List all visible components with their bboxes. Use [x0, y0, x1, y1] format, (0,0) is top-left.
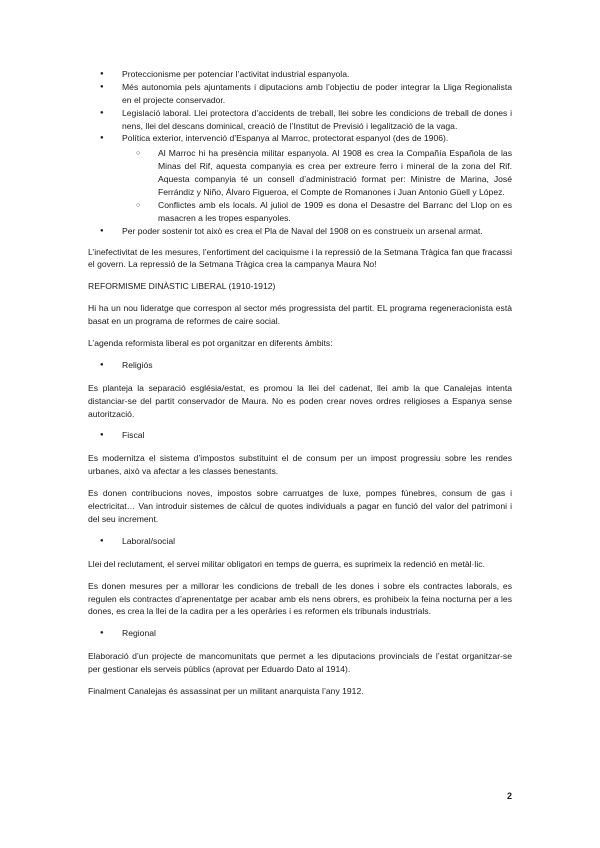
bullet-regional: ● Regional	[88, 627, 512, 640]
paragraph: Es donen contribucions noves, impostos sobre carruatges de luxe, pompes fúnebres, consum de gas i electricitat… Van introduir sistemes de càlcul de quotes individuals a pagar en funció del valor del patrimoni i del seu increment.	[88, 488, 512, 524]
list-item: ● Legislació laboral. Llei protectora d’accidents de treball, llei sobre les condicions de treball de dones i nens, llei del descans dominical, creació de l’Institut de Previsió i legalització de la vaga.	[122, 107, 512, 133]
paragraph: Hi ha un nou lideratge que correspon al sector més progressista del partit. EL programa regeneracionista està basat en un programa de reformes de caire social.	[88, 303, 512, 327]
list-item: ● Política exterior, intervenció d’Espanya al Marroc, protectorat espanyol (des de 1906). ○ Al Marroc hi ha presència militar espanyola. Al 1908 es crea la Compañía Española de las Minas del Rif, aquesta companyia es crea per extreure ferro i mineral de la zona del Rif. Aquesta companyia té un consell d’administració format per: Ministre de Marina, José Ferrándiz y Niño, Álvaro Figueroa, el Compte de Romanones i Juan Antonio Güell y López. ○ Conflictes amb els locals. Al juliol de 1909 es dona el Desastre del Barranc del Llop on es masacren a les tropes espanyoles.	[122, 132, 512, 224]
list-item: ● Més autonomia pels ajuntaments i diputacions amb l’objectiu de poder integrar la Lliga Regionalista en el projecte conservador.	[122, 81, 512, 107]
paragraph: Es planteja la separació església/estat, es promou la llei del cadenat, llei amb la que Canalejas intenta distanciar-se del partit conservador de Maura. No es poden crear noves ordres religioses a Espanya sense autorització.	[88, 382, 512, 419]
bullet-laboral: ● Laboral/social	[88, 535, 512, 548]
bullet-fiscal: ● Fiscal	[88, 429, 512, 442]
list-item: ● Proteccionisme per potenciar l’activitat industrial espanyola.	[122, 68, 512, 81]
list-item: ● Per poder sostenir tot això es crea el Pla de Naval del 1908 on es construeix un arsenal armat.	[122, 225, 512, 238]
section-heading: REFORMISME DINÀSTIC LIBERAL (1910-1912)	[88, 281, 276, 292]
paragraph: Elaboració d’un projecte de mancomunitats que permet a les diputacions provincials de l’estat organitzar-se per gestionar els serveis públics (aprovat per Eduardo Dato al 1914).	[88, 651, 512, 675]
paragraph: Es modernitza el sistema d’impostos substituint el de consum per un impost progressiu sobre les rendes urbanes, això va afectar a les classes benestants.	[88, 453, 512, 477]
paragraph: L’inefectivitat de les mesures, l’enfortiment del caciquisme i la repressió de la Setmana Tràgica fan que fracassi el govern. La repressió de la Setmana Tràgica crea la campanya Maura No!	[88, 246, 512, 270]
measures-list	[88, 68, 512, 238]
paragraph: L’agenda reformista liberal es pot organitzar en diferents àmbits:	[88, 338, 333, 349]
paragraph: Llei del reclutament, el servei militar obligatori en temps de guerra, es suprimeix la redenció en metàl·lic.	[88, 558, 485, 569]
morocco-sublist	[122, 147, 512, 224]
paragraph: Finalment Canalejas és assassinat per un militant anarquista l’any 1912.	[88, 685, 364, 696]
paragraph: Es donen mesures per a millorar les condicions de treball de les dones i sobre els contractes laborals, es regulen els contractes d’aprenentatge per acabar amb els nens obrers, es prohibeix la feina nocturna per a les dones, es crea la llei de la cadira per a les operàries i es reformen els tribunals industrials.	[88, 580, 512, 617]
bullet-religios: ● Religiós	[88, 359, 512, 372]
sub-list-item: ○ Al Marroc hi ha presència militar espanyola. Al 1908 es crea la Compañía Española de las Minas del Rif, aquesta companyia es crea per extreure ferro i mineral de la zona del Rif. Aquesta companyia té un consell d’administració format per: Ministre de Marina, José Ferrándiz y Niño, Álvaro Figueroa, el Compte de Romanones i Juan Antonio Güell y López.	[158, 147, 512, 199]
page-number: 2	[506, 791, 512, 801]
sub-list-item: ○ Conflictes amb els locals. Al juliol de 1909 es dona el Desastre del Barranc del Llop on es masacren a les tropes espanyoles.	[158, 199, 512, 225]
